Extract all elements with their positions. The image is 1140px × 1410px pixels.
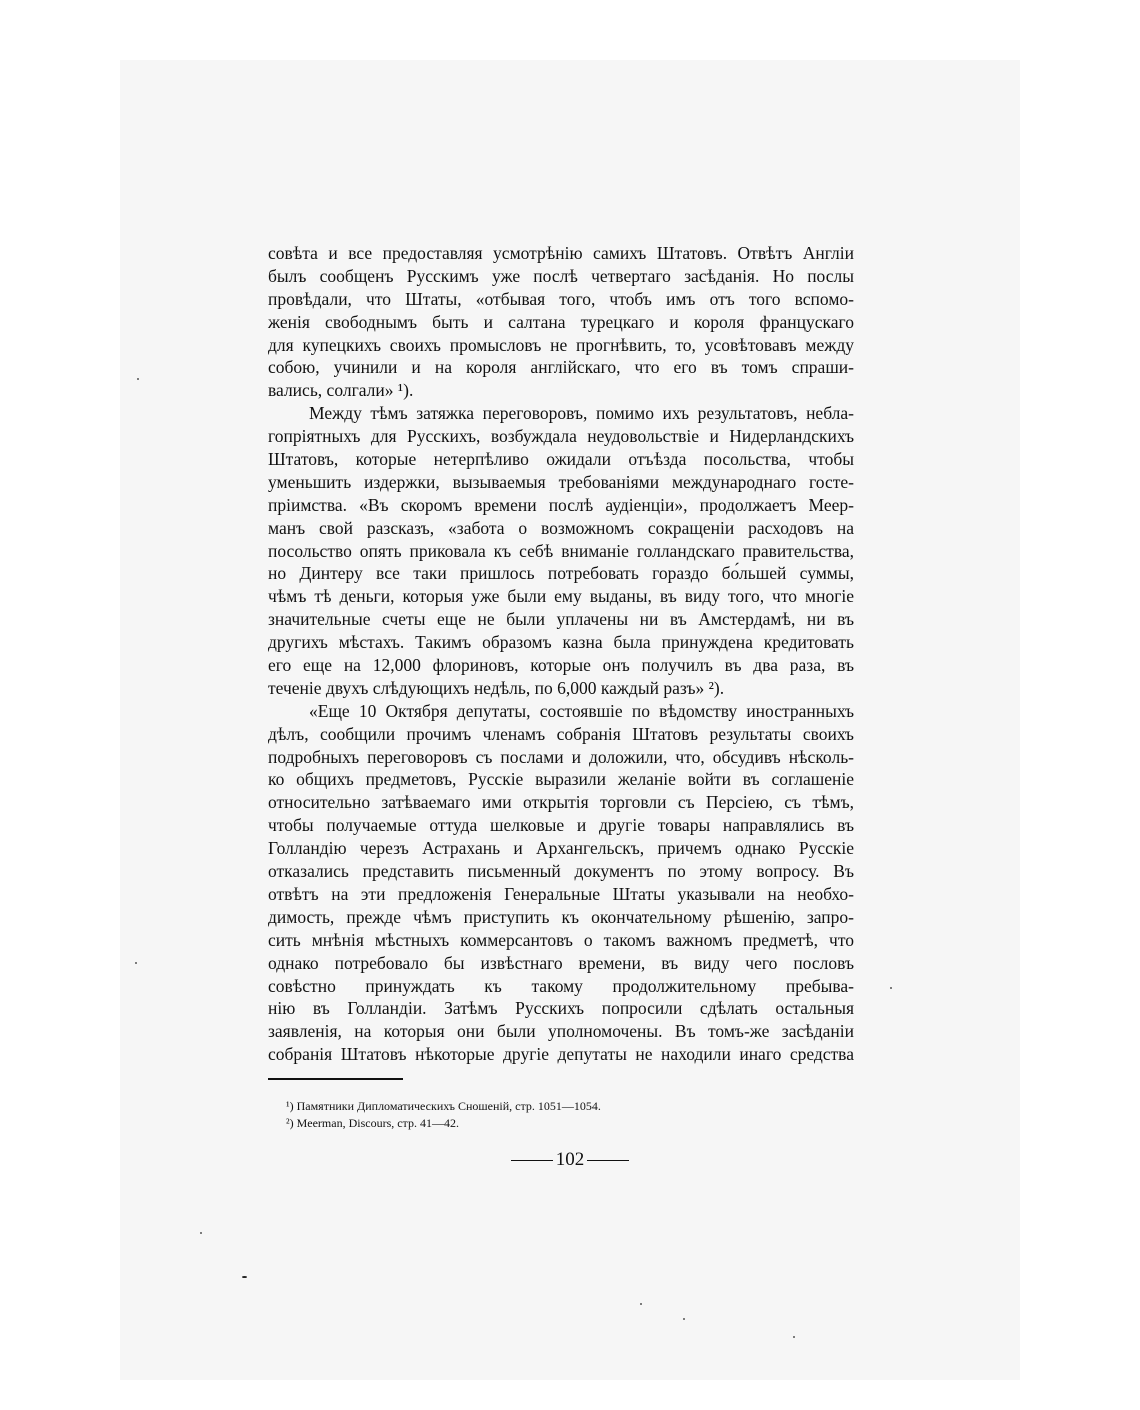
page-number: 102 [555,1149,585,1170]
text-line: но Динтеру все таки пришлось потребовать гораздо бо́льшей суммы, [268,563,854,584]
footnote-2: ²) Meerman, Discours, стр. 41—42. [286,1116,459,1130]
text-line: его еще на 12,000 флориновъ, которые онъ получилъ въ два раза, въ [268,655,854,676]
footnotes [286,1098,846,1132]
text-line: ко общихъ предметовъ, Русскіе выразили желаніе войти въ соглашеніе [268,769,854,790]
footnote-1: ¹) Памятники Дипломатическихъ Сношеній, стр. 1051—1054. [286,1099,601,1113]
text-line: теченіе двухъ слѣдующихъ недѣль, по 6,000 каждый разъ» ²). [268,677,725,698]
text-line: вались, солгали» ¹). [268,380,414,401]
text-line: для купецкихъ своихъ промысловъ не прогнѣвить, то, усовѣтовавъ между [268,334,854,355]
text-line: чтобы получаемые оттуда шелковые и другіе товары направлялись въ [268,815,854,836]
text-line: Голландію черезъ Астрахань и Архангельскъ, причемъ однако Русскіе [268,838,854,859]
text-line: подробныхъ переговоровъ съ послами и доложили, что, обсудивъ нѣсколь- [268,746,854,767]
scan-speck [890,987,892,989]
footnote-separator [268,1078,403,1080]
paragraph-start-line: «Еще 10 Октября депутаты, состоявшіе по вѣдомству иностранныхъ [309,700,854,721]
text-line: совѣстно принуждать къ такому продолжительному пребыва- [268,975,854,996]
text-line: отвѣтъ на эти предложенія Генеральные Штаты указывали на необхо- [268,883,854,904]
scan-speck [135,962,137,964]
text-line: провѣдали, что Штаты, «отбывая того, чтобъ имъ отъ того вспомо- [268,288,854,309]
text-line: былъ сообщенъ Русскимъ уже послѣ четвертаго засѣданія. Но послы [268,265,854,286]
scan-speck [242,1276,247,1278]
text-line: чѣмъ тѣ деньги, которыя уже были ему выданы, въ виду того, что многіе [268,586,854,607]
paragraph-start-line: Между тѣмъ затяжка переговоровъ, помимо ихъ результатовъ, небла- [309,403,854,424]
scan-speck [137,378,139,380]
text-line: относительно затѣваемаго ими открытія торговли съ Персіею, съ тѣмъ, [268,792,854,813]
text-line: манъ свой разсказъ, «забота о возможномъ сокращеніи расходовъ на [268,517,854,538]
text-line: собранія Штатовъ нѣкоторые другіе депутаты не находили инаго средства [268,1044,854,1065]
text-line: однако потребовало бы извѣстнаго времени, въ виду чего пословъ [268,952,854,973]
scan-speck [200,1232,202,1234]
text-line: сить мнѣнія мѣстныхъ коммерсантовъ о такомъ важномъ предметѣ, что [268,929,854,950]
page-number-dash-right [587,1160,629,1161]
scan-speck [793,1336,795,1338]
text-line: заявленія, на которыя они были уполномочены. Въ томъ-же засѣданіи [268,1021,854,1042]
text-line: посольство опять приковала къ себѣ вниманіе голландскаго правительства, [268,540,854,561]
page-number-dash-left [511,1160,553,1161]
text-line: отказались представить письменный документъ по этому вопросу. Въ [268,861,854,882]
body-text [268,242,854,1066]
text-line: совѣта и все предоставляя усмотрѣнію самихъ Штатовъ. Отвѣтъ Англіи [268,243,854,263]
text-line: собою, учинили и на короля англійскаго, что его въ томъ спраши- [268,357,854,378]
text-line: пріимства. «Въ скоромъ времени послѣ аудіенціи», продолжаетъ Меер- [268,494,854,515]
text-line: значительные счеты еще не были уплачены ни въ Амстердамѣ, ни въ [268,609,854,630]
page-number-block [470,1148,670,1172]
text-line: уменьшить издержки, вызываемыя требованіями международнаго госте- [268,471,854,492]
text-line: женія свободнымъ быть и салтана турецкаго и короля францускаго [268,311,854,332]
scan-speck [683,1318,685,1320]
text-line: дѣлъ, сообщили прочимъ членамъ собранія Штатовъ результаты своихъ [268,723,854,744]
text-line: нію въ Голландіи. Затѣмъ Русскихъ попросили сдѣлать остальныя [268,998,854,1019]
text-line: другихъ мѣстахъ. Такимъ образомъ казна была принуждена кредитовать [268,632,854,653]
scan-speck [640,1303,642,1305]
text-line: димость, прежде чѣмъ приступить къ окончательному рѣшенію, запро- [268,906,854,927]
text-line: гопріятныхъ для Русскихъ, возбуждала неудовольствіе и Нидерландскихъ [268,426,854,447]
text-line: Штатовъ, которые нетерпѣливо ожидали отъѣзда посольства, чтобы [268,449,854,470]
